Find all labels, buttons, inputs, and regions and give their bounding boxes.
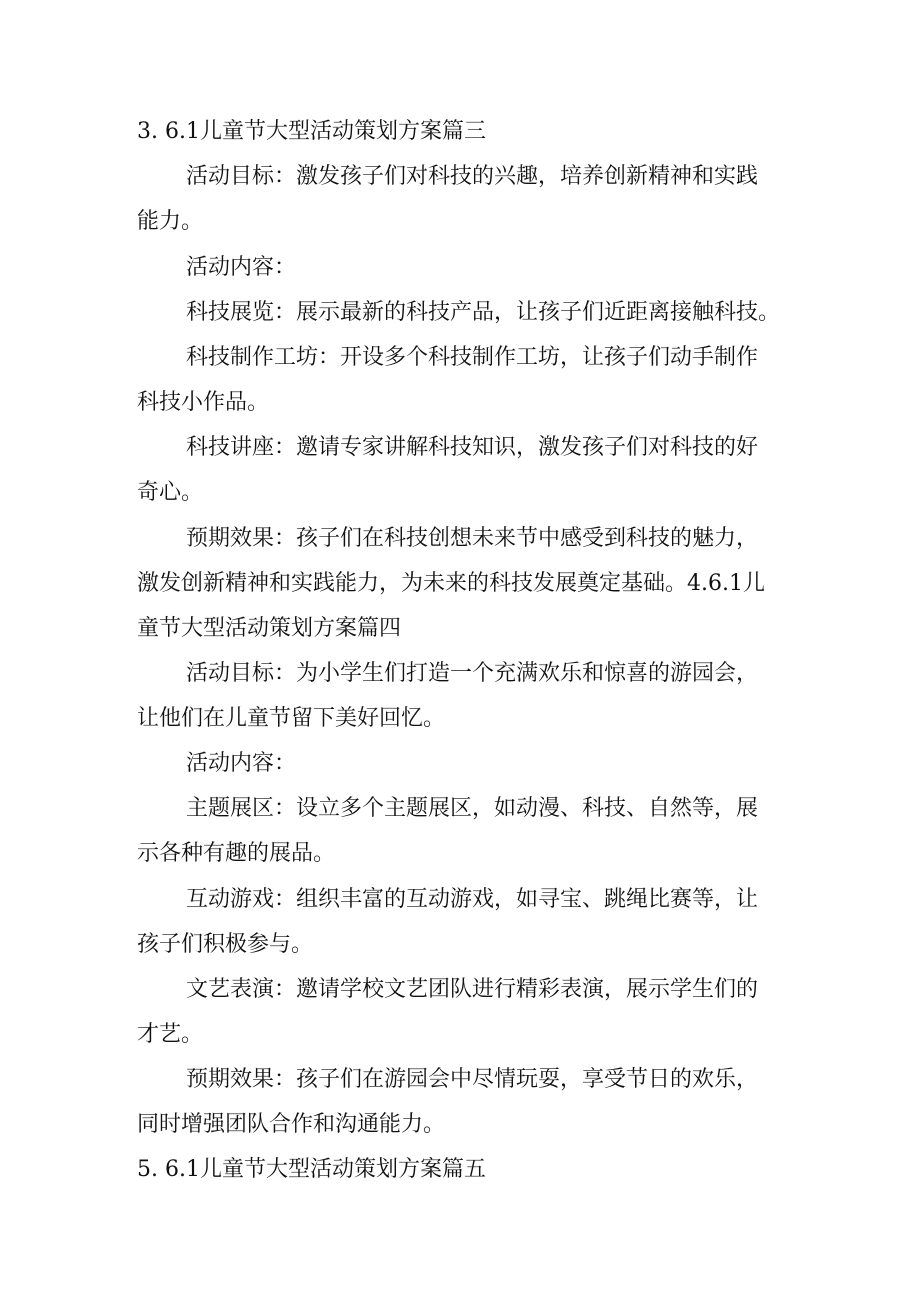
section-heading-5: 5. 6.1儿童节大型活动策划方案篇五 — [137, 1157, 486, 1182]
paragraph-line: 童节大型活动策划方案篇四 — [137, 616, 402, 641]
paragraph-line: 激发创新精神和实践能力，为未来的科技发展奠定基础。4.6.1儿 — [137, 571, 765, 596]
section-heading-3: 3. 6.1儿童节大型活动策划方案篇三 — [137, 119, 486, 144]
paragraph-line: 主题展区：设立多个主题展区，如动漫、科技、自然等，展 — [186, 796, 759, 821]
paragraph-line: 示各种有趣的展品。 — [137, 841, 336, 866]
paragraph-line: 科技制作工坊：开设多个科技制作工坊，让孩子们动手制作 — [186, 345, 759, 370]
paragraph-line: 预期效果：孩子们在科技创想未来节中感受到科技的魅力， — [186, 526, 759, 551]
paragraph-line: 文艺表演：邀请学校文艺团队进行精彩表演，展示学生们的 — [186, 977, 759, 1002]
paragraph-line: 科技小作品。 — [137, 390, 270, 415]
paragraph-line: 孩子们积极参与。 — [137, 932, 314, 957]
paragraph-line: 科技展览：展示最新的科技产品，让孩子们近距离接触科技。 — [186, 300, 781, 325]
paragraph-line: 活动目标：激发孩子们对科技的兴趣，培养创新精神和实践 — [186, 164, 759, 189]
paragraph-line: 才艺。 — [137, 1022, 204, 1047]
paragraph-line: 活动目标：为小学生们打造一个充满欢乐和惊喜的游园会， — [186, 661, 759, 686]
paragraph-line: 同时增强团队合作和沟通能力。 — [137, 1112, 446, 1137]
paragraph-line: 互动游戏：组织丰富的互动游戏，如寻宝、跳绳比赛等，让 — [186, 887, 759, 912]
paragraph-line: 奇心。 — [137, 480, 204, 505]
paragraph-line: 活动内容： — [186, 751, 297, 776]
paragraph-line: 让他们在儿童节留下美好回忆。 — [137, 706, 446, 731]
paragraph-line: 活动内容： — [186, 255, 297, 280]
paragraph-line: 科技讲座：邀请专家讲解科技知识，激发孩子们对科技的好 — [186, 435, 759, 460]
paragraph-line: 能力。 — [137, 209, 204, 234]
paragraph-line: 预期效果：孩子们在游园会中尽情玩耍，享受节日的欢乐， — [186, 1067, 759, 1092]
